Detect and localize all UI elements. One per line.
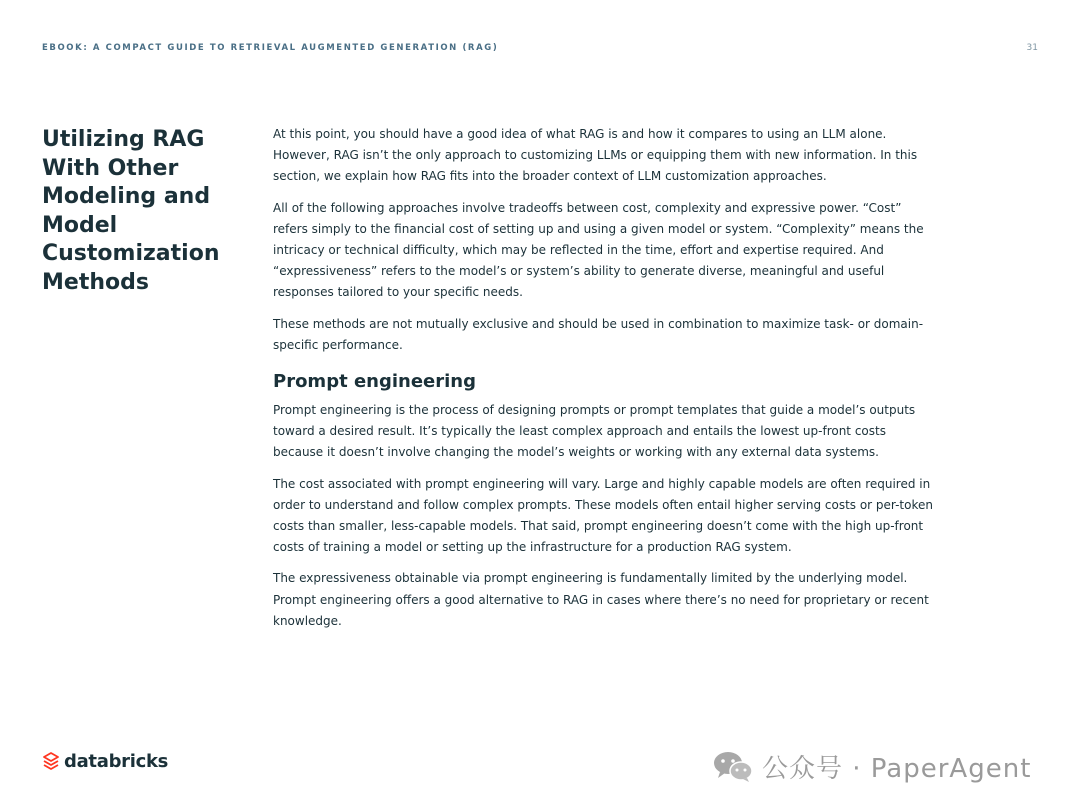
- databricks-logo-text: databricks: [64, 750, 169, 772]
- subsection-heading: Prompt engineering: [273, 371, 477, 393]
- ebook-header: EBOOK: A COMPACT GUIDE TO RETRIEVAL AUGMENTED GENERATION (RAG): [42, 43, 499, 53]
- section-paragraph-2: The cost associated with prompt engineering will vary. Large and highly capable models are often required in order to understand and follow complex prompts. These models often entail higher serving costs or per-token costs than smaller, less-capable models. That said, prompt engineering doesn’t come with the high up-front costs of training a model or setting up the infrastructure for a production RAG system.: [273, 476, 933, 555]
- databricks-logo: [42, 749, 168, 773]
- intro-paragraph-2: All of the following approaches involve tradeoffs between cost, complexity and expressive power. “Cost” refers simply to the financial cost of setting up and using a given model or system. “Complexity” means the intricacy or technical difficulty, which may be reflected in the time, effort and expertise required. And “expressiveness” refers to the model’s or system’s ability to generate diverse, meaningful and useful responses tailored to your specific needs.: [273, 200, 924, 300]
- section-title: Utilizing RAG With Other Modeling and Model Customization Methods: [42, 127, 220, 295]
- section-paragraph-3: The expressiveness obtainable via prompt engineering is fundamentally limited by the underlying model. Prompt engineering offers a good alternative to RAG in cases where there’s no need for proprietary or recent knowledge.: [273, 571, 929, 628]
- page-number: 31: [1026, 43, 1038, 53]
- watermark: [712, 748, 1031, 784]
- intro-paragraph-3: These methods are not mutually exclusive and should be used in combination to maximize task- or domain-specific performance.: [273, 316, 924, 352]
- wechat-icon: [712, 749, 754, 783]
- watermark-text: 公众号 · PaperAgent: [762, 753, 1032, 784]
- intro-paragraph-1: At this point, you should have a good idea of what RAG is and how it compares to using an LLM alone. However, RAG isn’t the only approach to customizing LLMs or equipping them with new information. In this section, we explain how RAG fits into the broader context of LLM customization approaches.: [273, 127, 918, 184]
- section-paragraph-1: Prompt engineering is the process of designing prompts or prompt templates that guide a model’s outputs toward a desired result. It’s typically the least complex approach and entails the lowest up-front costs because it doesn’t involve changing the model’s weights or working with any external data systems.: [273, 403, 916, 460]
- databricks-logo-icon: [42, 751, 60, 771]
- main-content: [273, 124, 933, 642]
